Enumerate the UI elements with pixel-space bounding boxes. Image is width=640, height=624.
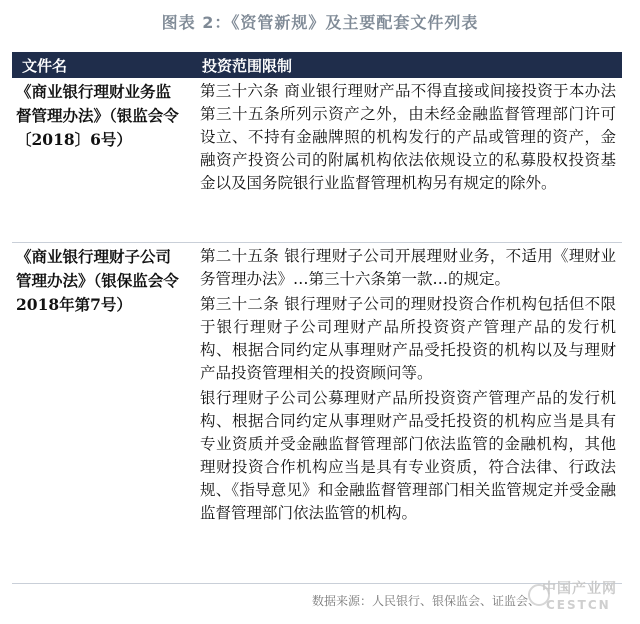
data-source-note: 数据来源：人民银行、银保监会、证监会、 (312, 594, 541, 608)
scope-paragraph: 银行理财子公司公募理财产品所投资资产管理产品的发行机构、根据合同约定从事理财产品受托投资的机构应当是具有专业资质并受金融监督管理部门依法监管的金融机构，其他理财投资合作机构应当是具有专业资质，符合法律、行政法规、《指导意见》和金融监督管理部门相关监管规定并受金融监督管理部门依法监管的机构。 (200, 389, 616, 522)
scope-paragraph: 第二十五条 银行理财子公司开展理财业务，不适用《理财业务管理办法》…第三十六条第一款…的规定。 (200, 247, 616, 288)
watermark-text-en: CESTCN (546, 598, 611, 612)
figure-title: 图表 2：《资管新规》及主要配套文件列表 (161, 13, 479, 32)
header-document-name: 文件名 (22, 56, 68, 75)
investment-scope-cell (190, 243, 622, 583)
table-row (12, 243, 622, 584)
regulation-table (12, 52, 622, 584)
document-name-cell: 《商业银行理财子公司管理办法》（银保监会令2018年第7号） (16, 247, 179, 314)
investment-scope-cell (190, 78, 622, 242)
scope-paragraph: 第三十六条 商业银行理财产品不得直接或间接投资于本办法第三十五条所列示资产之外，由未经金融监督管理部门许可设立、不持有金融牌照的机构发行的产品或管理的资产，金融资产投资公司的附属机构依法依规设立的私募股权投资基金以及国务院银行业监督管理机构另有规定的除外。 (200, 82, 616, 192)
watermark-logo (528, 578, 632, 618)
header-investment-scope: 投资范围限制 (202, 56, 293, 75)
table-header (12, 52, 622, 78)
scope-paragraph: 第三十二条 银行理财子公司的理财投资合作机构包括但不限于银行理财子公司理财产品所投资资产管理产品的发行机构、根据合同约定从事理财产品受托投资的机构以及与理财产品投资管理相关的投资顾问等。 (200, 295, 616, 382)
table-row (12, 78, 622, 243)
watermark-text-cn: 中国产业网 (542, 581, 617, 597)
document-name-cell: 《商业银行理财业务监督管理办法》（银监会令〔2018〕6号） (16, 82, 179, 149)
